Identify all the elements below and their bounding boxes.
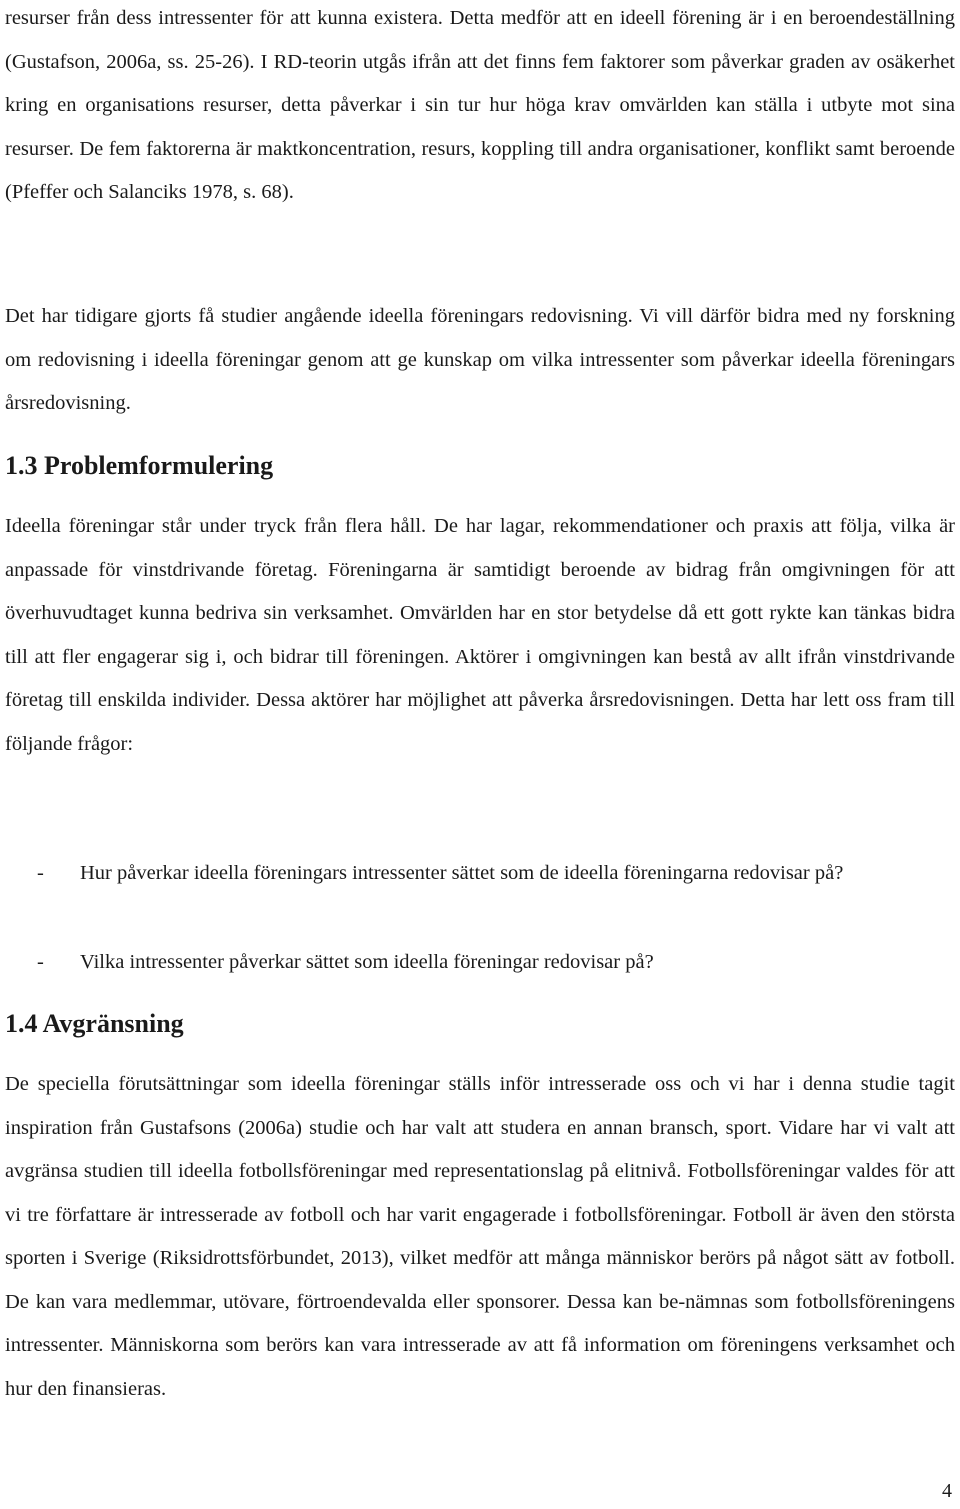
paragraph-problem: Ideella föreningar står under tryck från flera håll. De har lagar, rekommendationer och praxis att följa, vilka är anpassade för vinstdrivande företag. Föreningarna är samtidigt beroende av bidrag från omgivningen för att överhuvudtaget kunna bedriva sin verksamhet. Omvärlden har en stor betydelse då ett gott rykte kan tänkas bidra till att fler engagerar sig i, och bidrar till föreningen. Aktörer i omgivningen kan bestå av allt ifrån vinstdrivande företag till enskilda individer. Dessa aktörer har möjlighet att påverka årsredovisningen. Detta har lett oss fram till följande frågor:	[5, 515, 955, 755]
heading-avgransning: 1.4 Avgränsning	[5, 1009, 184, 1038]
paragraph-delimitation: De speciella förutsättningar som ideella föreningar ställs inför intresserade oss och vi har i denna studie tagit inspiration från Gustafsons (2006a) studie och har valt att studera en annan bransch, sport. Vidare har vi valt att avgränsa studien till ideella fotbollsföreningar med representationslag på elitnivå. Fotbollsföreningar valdes för att vi tre författare är intresserade av fotboll och har varit engagerade i fotbollsföreningar. Fotboll är även den största sporten i Sverige (Riksidrottsförbundet, 2013), vilket medför att många människor berörs på något sätt av fotboll. De kan vara medlemmar, utövare, förtroendevalda eller sponsorer. Dessa kan be-nämnas som fotbollsföreningens intressenter. Människorna som berörs kan vara intresserade av att få information om föreningens verksamhet och hur den finansieras.	[5, 1073, 955, 1400]
question-text-2: Vilka intressenter påverkar sättet som ideella föreningar redovisar på?	[80, 951, 654, 973]
paragraph-rd-theory: resurser från dess intressenter för att kunna existera. Detta medför att en ideell förening är i en beroendeställning (Gustafson, 2006a, ss. 25-26). I RD-teorin utgås ifrån att det finns fem faktorer som påverkar graden av osäkerhet kring en organisations resurser, detta påverkar i sin tur hur höga krav omvärlden kan ställa i utbyte mot sina resurser. De fem faktorerna är maktkoncentration, resurs, koppling till andra organisationer, konflikt samt beroende (Pfeffer och Salanciks 1978, s. 68).	[5, 7, 955, 203]
question-text-1: Hur påverkar ideella föreningars intressenter sättet som de ideella föreningarna redovisar på?	[80, 862, 844, 884]
question-item-1	[5, 852, 955, 896]
list-dash-marker: -	[37, 951, 44, 973]
heading-problemformulering: 1.3 Problemformulering	[5, 451, 274, 480]
list-dash-marker: -	[37, 862, 44, 884]
question-item-2	[5, 941, 955, 985]
paragraph-research-gap: Det har tidigare gjorts få studier angående ideella föreningars redovisning. Vi vill därför bidra med ny forskning om redovisning i ideella föreningar genom att ge kunskap om vilka intressenter som påverkar ideella föreningars årsredovisning.	[5, 305, 955, 414]
page-number: 4	[942, 1480, 952, 1502]
